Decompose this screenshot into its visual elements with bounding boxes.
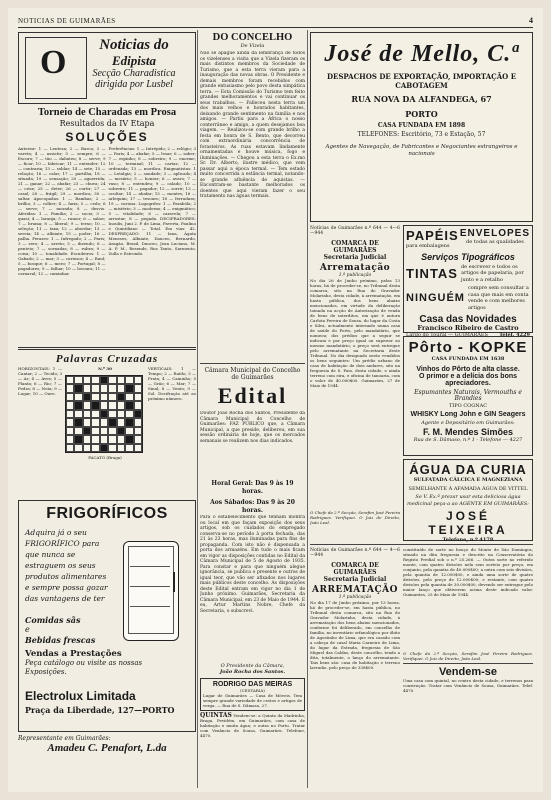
- crossword-cell: [66, 418, 74, 426]
- crossword-cell: [100, 435, 108, 443]
- crossword-cell: [66, 444, 74, 452]
- column-divider: [197, 30, 198, 788]
- resultados-heading: Resultados da IV Etapa: [59, 119, 155, 128]
- frigorificos-ad: [18, 500, 196, 732]
- do-concelho-heading: DO CONCELHO: [212, 32, 293, 43]
- crossword-cell: [74, 393, 82, 401]
- crossword-cell: [117, 384, 125, 392]
- crossword-clues-right: VERTICAIS: 1 — Tempo; 2 — Ruído; 3 — Prata; 4 — Caminho; 5 — Grão; 6 — Mar; 7 — Sinal; 8 — Vento; 9 — Sol. Decifração até ao próximo número.: [148, 366, 196, 401]
- legal2-header: Notícias de Guimarães n.º 644 — 4—6—944: [310, 548, 400, 558]
- vizela-news-text: Não se apague ainda da lembrança de todos os vizelenses a visita que a Vizela fizeram os mais distintos membros da Sociedade de Turismo, que a esta terra vieram para a inauguração das novas obras. O Presidente e demais membros foram recebidos com grande entusiasmo pelo povo desta simpática terra. — Esta Comissão do Turismo tem feito grandes melhoramentos e vai continuar os seus trabalhos. — Falleceu nesta terra um dos mais velhos e honrados habitantes, deixando grande sentimento na família e nos amigos. — Partiu para a África o nosso conterrâneo e amigo, a quem desejamos boa viagem. — Realizou-se com grande brilho a festa em honra de S. Bento, que decorreu com extraordinária concorrência de forasteiros. As ruas estavam lindamente ornamentadas e houve música, fogo e iluminações. — Chegou a esta terra o Ex.mo Sr. Dr. Alberto, ilustre médico, que vem passar aqui a época termal. — Tem estado muito concorrida a estância termal, notando-se grande afluência de aquistas. — Encontram-se bastante melhorados os doentes que aqui vieram fazer o seu tratamento nas águas termais.: [200, 51, 305, 199]
- crossword-cell: [74, 401, 82, 409]
- edital-sign-name: João Rocha dos Santos.: [219, 669, 286, 675]
- camara-heading: Câmara Municipal do Concelho de Guimarães: [204, 367, 301, 381]
- agua-semelhante: SEMELHANTE À AFAMADA ÁGUA DE VITTEL: [408, 485, 528, 492]
- kopke-mendes: F. M. Mendes Simões: [422, 426, 514, 437]
- crossword-cell: [91, 393, 99, 401]
- frig-title: FRIGORÍFICOS: [46, 505, 168, 522]
- crossword-cell: [91, 410, 99, 418]
- crossword-cell: [66, 401, 74, 409]
- jm-address: RUA NOVA DA ALFANDEGA, 67: [351, 94, 492, 104]
- torneio-heading: Torneio de Charadas em Prosa: [37, 107, 177, 118]
- crossword-cell: [108, 393, 116, 401]
- edital-text-continued: Para o estabelecimento que tenham montra ou local em que façam exposição dos seus artigos, sob os cuidados do empregado conserva-se no período à porta fechada, das 21 às 23 horas, mas iluminadas para fins de propaganda. Com isto não é dispensada a porta dos armazéns. Em tudo o mais ficam em vigor as disposições contidas no Edital da Câmara Municipal de 5 de Agosto de 1935. Para constar e para que ninguém alegue ignorância, se publica o presente e outros de igual teor, que vão ser afixados nos lugares mais públicos deste concelho. As disposições deste Edital entram em vigor no dia 1 de Junho próximo. Guimarães, Secretaria da Câmara Municipal, em 23 de Maio de 1944. E eu, Artur Martins Nobre, Chefe da Secretaria, o subscrevi.: [200, 515, 305, 614]
- papeis-title: PAPÉIS: [406, 228, 459, 243]
- crossword-cell: [125, 444, 133, 452]
- crossword-cell: [66, 435, 74, 443]
- quintas-text: Vendem-se: a Quinta da Madrinha, Braga, Pevidém, em Guimarães, com casa de habitação e muita água; e outra no Porto. Tratar com Venâncio de Sousa, Guimarães. Telefone, 4470.: [200, 713, 305, 738]
- crossword-cell: [83, 410, 91, 418]
- crossword-cell: [108, 435, 116, 443]
- crossword-cell: [108, 427, 116, 435]
- legal1-header: Notícias de Guimarães n.º 644 — 4—6—944: [310, 226, 400, 236]
- rm-text: Lugar de Guimarães — Casa de Móveis. Tem sempre grande variedade de cestos e artigos de verga. — Rua de S. Dâmaso, 27.: [203, 693, 302, 708]
- crossword-cell: [66, 410, 74, 418]
- crossword-cell: [134, 427, 142, 435]
- kopke-founded: CASA FUNDADA EM 1638: [431, 356, 505, 362]
- crossword-cell: [108, 418, 116, 426]
- noticias-edipista-box: [18, 32, 196, 104]
- crossword-cell: [125, 393, 133, 401]
- crossword-cell: [134, 410, 142, 418]
- crossword-cell: [125, 401, 133, 409]
- jose-mello-ad: [310, 32, 533, 222]
- crossword-cell: [74, 427, 82, 435]
- legal2-comarca: COMARCA DE GUIMARÃES: [331, 562, 379, 576]
- crossword-cell: [117, 401, 125, 409]
- column-concelho: [200, 30, 305, 790]
- legal2-secretaria: Secretaria Judicial: [323, 576, 387, 583]
- kopke-address: Rua de S. Dâmaso, n.º 1 - Telefone — 4227: [413, 436, 523, 443]
- do-concelho-sub: De Vizela: [240, 43, 265, 49]
- crossword-cell: [134, 418, 142, 426]
- ninguem-sub: compre sem consultar a casa que mais em conta vende e com melhores artigos: [467, 285, 529, 311]
- solucoes-heading: SOLUÇÕES: [65, 130, 149, 144]
- crossword-cell: [125, 384, 133, 392]
- crossword-cell: [91, 401, 99, 409]
- crossword-cell: [74, 384, 82, 392]
- section-title-line3: Secção Charadistica: [92, 68, 176, 79]
- legal2-text-continued: constituído de sorte no bouço do Monte de São Domingos, situado na dita freguesia e descrito na Conservatória do Registo Predial sob o n.º 25.266. — Outra sorte no referido monte, com quatro divisões nela sem sorteio por preço, em conjunto, pela quantia de 40.000$00; a outra com seis divisões, pela quantia de 12.000$00, e ainda uma sorte de quatro divisões, pelo preço de 12.000$00; e restante, com quatro divisões pela quantia de 30.000$00, devendo ser entregue pelo maior lanço que obtiverem acima deste indicado valor. Guimarães, 25 de Maio de 1944.: [403, 547, 533, 597]
- crossword-cell: [74, 435, 82, 443]
- legal1-comarca: COMARCA DE GUIMARÃES: [331, 240, 379, 254]
- header-title: NOTICIAS DE GUIMARÃES: [18, 17, 116, 25]
- legal2-text: No dia 17 de Junho próximo, por 13 horas, há de proceder-se, em hasta pública, no Tribunal desta comarca, sito na Rua do Gravador Molarinho, desta cidade, à arrematação dos bens abaixo mencionados, conforme foi deliberado, em conselho de família, no inventário orfanológico por óbito de Agostinho de Lima, que era casado com a cabeça de casal Maria Carneiro de Lima, do lugar da Estrada, freguesia de São Miguel das Caldas, deste concelho, tendo a dita, totalmente, o lanço do arrematante. Tais bens são: casa de habitação e terreno lavradio, pelo preço de 338$00.: [310, 600, 400, 670]
- horario-geral: Horal Geral: Das 9 às 19 horas.: [211, 480, 294, 495]
- crossword-cell: [125, 435, 133, 443]
- frig-bebidas: Bebidas frescas: [25, 635, 96, 645]
- kopke-agente: Agente e Depositário em Guimarães:: [421, 420, 515, 426]
- crossword-cell: [117, 410, 125, 418]
- agua-title: ÁGUA DA CURIA: [409, 462, 527, 477]
- jm-founded: CASA FUNDADA EM 1898: [377, 122, 466, 129]
- crossword-cell: [100, 410, 108, 418]
- jm-despachos: DESPACHOS DE EXPORTAÇÃO, IMPORTAÇÃO E CABOTAGEM: [326, 72, 517, 90]
- edital-title: Edital: [217, 383, 288, 408]
- vendem-heading: Vendem-se: [438, 666, 498, 678]
- column-ads: [310, 30, 533, 790]
- crossword-cell: [91, 376, 99, 384]
- crossword-cell: [117, 376, 125, 384]
- crossword-cell: [108, 401, 116, 409]
- crossword-cell: [100, 418, 108, 426]
- crossword-cell: [108, 376, 116, 384]
- crossword-cell: [83, 418, 91, 426]
- frig-e: e: [25, 625, 30, 634]
- initial-letter: O: [40, 44, 67, 81]
- crossword-cell: [91, 435, 99, 443]
- rm-sub: (CESTARIA): [240, 688, 265, 693]
- frig-prestacoes: Vendas a Prestações: [25, 649, 122, 659]
- page-number: 4: [529, 16, 533, 25]
- agua-sub: SULFATADA CÁLCICA E MAGNEZIANA: [413, 477, 523, 483]
- edital-text: Doutor João Rocha dos Santos, Presidente da Câmara Municipal do Concelho de Guimarães: FAZ PÚBLICO que, a Câmara Municipal, a que preside, deliberou, em sua sessão ordinária de hoje, que os mercados semanais se realizem nos dias indicados.: [200, 411, 305, 444]
- crossword-cell: [100, 401, 108, 409]
- crossword-cell: [125, 376, 133, 384]
- agua-prezar: Se V. Ex.ª prezar usar esta deliciosa água medicinal peça-a ao AGENTE EM GUIMARÃES:: [407, 494, 529, 507]
- agua-phone: Telefone, n.º 4178: [442, 537, 494, 543]
- crossword-cell: [91, 384, 99, 392]
- crossword-cell: [91, 444, 99, 452]
- crossword-cell: [134, 384, 142, 392]
- crossword-cell: [125, 427, 133, 435]
- column-charadas: [18, 30, 196, 790]
- tintas-title: TINTAS: [406, 265, 458, 281]
- vendem-text: Uma casa com quintal, no centro desta cidade, e terrenos para construção. Tratar com Venâncio de Sousa, Guimarães. Telef. 4470.: [403, 678, 533, 693]
- legal2-arrematacao: ARREMATAÇÃO: [312, 585, 398, 595]
- rm-title: RODRIGO DAS MEIRAS: [212, 681, 293, 688]
- papeis-sub: para embalagens: [406, 243, 450, 249]
- kopke-vinhos: Vinhos do Pôrto de alta classe.: [416, 365, 520, 373]
- crossword-author: PACATO (Braga): [88, 455, 122, 460]
- crossword-cell: [117, 393, 125, 401]
- francisco-castro: Francisco Ribeiro de Castro: [417, 324, 519, 332]
- crossword-cell: [117, 435, 125, 443]
- crossword-cell: [108, 444, 116, 452]
- edital-sign-title: O Presidente da Câmara,: [220, 663, 285, 669]
- newspaper-page: [8, 8, 543, 792]
- legal1-sign: O Chefe da 2.ª Secção, Serafim José Pereira Rodrigues. Verifiquei. O Juiz de Direito, João Leal.: [310, 510, 400, 525]
- section-title-line2: Edipista: [111, 53, 157, 68]
- crossword-cell: [100, 427, 108, 435]
- representante-label: Representante em Guimarães:: [18, 735, 111, 742]
- fridge-illustration: [123, 541, 179, 641]
- quintas-heading: QUINTAS: [200, 712, 232, 719]
- crossword-cell: [134, 376, 142, 384]
- legal1-publicacao: 1.ª publicação: [338, 273, 372, 278]
- crossword-cell: [83, 401, 91, 409]
- crossword-cell: [125, 410, 133, 418]
- agua-curia-ad: [403, 459, 533, 541]
- crossword-cell: [83, 444, 91, 452]
- crossword-cell: [91, 427, 99, 435]
- crossword-cell: [134, 401, 142, 409]
- page-header: [18, 14, 533, 28]
- ninguem-title: NINGUÉM: [406, 292, 465, 304]
- jm-agents: Agentes de Navegação, de Fabricantes e Negociantes estrangeiros e nacionais: [325, 144, 518, 157]
- crossword-cell: [74, 410, 82, 418]
- solucoes-text-right: Preferências: 1 — Intrépido; 2 — relógio; 3 — Paris; 4 — abafar; 5 — lesar; 6 — saber; 7 — espinho; 8 — sobreiro; 9 — enorme; 10 — terminal; 11 — cartaz; 12 — ordenada; 13 — mordica. Enigmatistas: 1 — Letalgia; 2 — saudade; 3 — aplicado; 4 — mesário; 5 — honrar; 6 — avaro; 7 — vaso; 8 — entendeu; 9 — calado; 10 — sobreiro; 11 — pagador; 12 — sorrir; 13 — ocultar; 14 — abafar; 15 — montes; 16 — arlequim; 17 — tesouro; 18 — ferradura; 19 — curiosa. Logogrifos: 1 — Parabóla; 2 — mistério; 3 — moderno; 4 — enigmático; 5 — vitalidade; 6 — caravela; 7 — arrostar; 8 — pegada. DECIFRADORES: Inoulis, Juni 2. P. de Lima, Faverta, Paulino e Quintiliano — Total. Em vias: 42. DESPREÇADO: 11 — Iana, Ágata Meneses, Alfaiate, Dauceo, Bernardo, Aragão, Brasil, Dauceo, Jean Luciano, M. A. P. M., Resende, Rus Tanto, Sarmento, Zulla e Estrondo.: [108, 146, 196, 256]
- crossword-cell: [83, 384, 91, 392]
- crossword-cell: [83, 427, 91, 435]
- legal1-secretaria: Secretaria Judicial: [323, 254, 387, 261]
- crossword-cell: [83, 376, 91, 384]
- kopke-espumantes: Espumantes Naturais, Vermouths e Brandies: [414, 388, 522, 402]
- crossword-grid: [65, 375, 143, 453]
- agua-jose: JOSÉ TEIXEIRA: [428, 509, 508, 537]
- kopke-primor: O primor e a delícia dos bons apreciadores.: [418, 372, 518, 387]
- servicos-tipograficos: Serviços Tipográficos: [421, 251, 515, 262]
- crossword-cell: [66, 393, 74, 401]
- crossword-cell: [134, 393, 142, 401]
- crossword-cell: [83, 393, 91, 401]
- crossword-cell: [100, 376, 108, 384]
- electrolux-brand: Electrolux Limitada: [25, 689, 136, 703]
- crossword-cell: [66, 376, 74, 384]
- kopke-tipo: TIPO COGNAC: [448, 402, 488, 409]
- solucoes-text-left: Anterior: 1 — Lenteza; 2 — Barca; 3 — vareta; 4 — assistir; 5 — sempre; 6 — Escuro; 7 — tão — dabateu; 8 — serve; 9 — ficar; 10 — fabricar; 11 — entender; 12 — contraria; 13 — soldar; 14 — sete; 15 — relação; 16 — calar; 17 — partilha; 18 — situada; 19 — sensação; 20 — aguerrida; 21 — ganar; 22 — abafar; 23 — chuva; 24 — crise; 25 — deter; 26 — curtir; 27 — casal; 28 — frágil; 29 — mordica; 30 — saltar. Apocopadas: 1 — Bambas; 2 — brilho; 3 — colher; 4 — faria; 5 — cedo; 6 — serve; 7 — morada; 8 — desvio. Aferidas: 1 — Família; 2 — socio; 3 — quasi; 4 — laranja; 5 — rumor; 6 — sabor; 7 — bruma; 8 — liberal; 9 — terno; 10 — seleção; 11 — taxa; 12 — abordar; 13 — sereia; 14 — alfaiate; 15 — poder; 16 — palha. Ferazes: 1 — Infregado; 2 — Paris; 3 — zero; 4 — arreto; 5 — dizendo; 6 — penteio; 7 — sornadas; 8 — rubra; 9 — coisa; 10 — tonalidade. Escudeiros: 1 — Gabado; 2 — mar; 3 — curiosos; 4 — Raul; 5 — bosque; 6 — mero; 7 — Portugal; 8 — pagadores; 9 — falhar; 10 — lavoura; 11 — carnaval; 12 — caminhar.: [18, 146, 106, 276]
- legal2-publicacao: 1.ª publicação: [338, 595, 372, 600]
- crossword-number: N.º 30: [98, 366, 112, 371]
- representante-name: Amadeu C. Penafort, L.da: [47, 742, 167, 754]
- section-title-line1: Noticias do: [99, 37, 169, 53]
- tintas-sub: de escrever e todos os artigos de papelaria, por junto e a retalho: [460, 263, 524, 283]
- crossword-cell: [108, 410, 116, 418]
- crossword-cell: [74, 418, 82, 426]
- papeis-ad: [403, 225, 533, 338]
- palavras-cruzadas-heading: Palavras Cruzadas: [55, 353, 159, 365]
- crossword-cell: [74, 376, 82, 384]
- crossword-cell: [100, 393, 108, 401]
- crossword-cell: [117, 427, 125, 435]
- jm-title: José de Mello, C.ª: [324, 41, 519, 67]
- legal1-text: No dia 26 de Junho próximo, pelas 13 horas, há de proceder-se, no Tribunal desta comarca, sito na Rua do Gravador Molarinho, desta cidade, à arrematação, em hasta pública, dos bens abaixo mencionados, em virtude da deliberação tomada na acção de Autorização de venda de bens de interditos, em que é autora Carlota Pereira de Sousa, do lugar da Costa e Silva, actualmente internado numa casa de saúde do Porto, pelo mandatário, que nomeou; dos prédios que a seguir se indicam e por preço igual ou superior ao mesmo mandatário; o preço será entregue pelo arrematante na Secretaria deste Tribunal. No dia designado serão vendidos os bens seguintes: Um prédio urbano de casa de habitação de dois andares, sito na freguesia de S. Paio, desta cidade, e ainda terreno com eira, e oficina de tanoaria, com o valor de 40.000$00. Guimarães, 27 de Maio de 1944.: [310, 278, 400, 388]
- envelopes-sub: de todas as qualidades: [466, 239, 524, 245]
- crossword-cell: [100, 384, 108, 392]
- crossword-cell: [125, 418, 133, 426]
- crossword-cell: [108, 384, 116, 392]
- electrolux-address: Praça da Liberdade, 127—PORTO: [25, 705, 175, 715]
- jm-city: PORTO: [405, 109, 438, 119]
- frig-catalogo: Peça catálogo ou visite as nossas Exposições.: [25, 659, 143, 676]
- crossword-cell: [134, 435, 142, 443]
- column-divider: [307, 30, 308, 788]
- casa-novidades: Casa das Novidades: [419, 314, 517, 325]
- crossword-cell: [117, 444, 125, 452]
- toural-phone: Telef. 4229: [499, 331, 530, 338]
- legal1-arrematacao: Arrematação: [319, 263, 391, 273]
- jm-phones: TELEFONES: Escritório, 73 e Estação, 57: [357, 131, 486, 138]
- crossword-cell: [83, 435, 91, 443]
- crossword-cell: [74, 444, 82, 452]
- legal2-sign: O Chefe da 2.ª Secção, Serafim José Pereira Rodrigues. Verifiquei. O Juiz de Direito, João Leal.: [403, 651, 533, 661]
- section-title-line4: dirigida por Lusbel: [95, 79, 173, 90]
- crossword-cell: [100, 444, 108, 452]
- crossword-cell: [66, 427, 74, 435]
- kopke-title: Pôrto - KOPKE: [408, 339, 528, 356]
- kopke-ad: [403, 336, 533, 456]
- crossword-cell: [134, 444, 142, 452]
- kopke-whisky: WHISKY Long John e GIN Seagers: [410, 411, 526, 418]
- crossword-cell: [66, 384, 74, 392]
- crossword-cell: [91, 418, 99, 426]
- frig-body: Adquira já o seu FRIGORÍFICO para que nunca se estraguem os seus produtos alimentares e sempre possa gozar das vantagens de ter: [25, 528, 108, 603]
- toural-address: Largo do Toural — GUIMARÃES: [406, 331, 488, 338]
- crossword-clues-left: HORIZONTAIS: 1 — Cantar; 2 — Tecido; 3 — Ar; 4 — Aves; 5 — Planta; 6 — Rio; 7 — Pedra; 8 — Nota; 9 — Lugar; 10 — Ouro.: [18, 366, 62, 396]
- crossword-cell: [117, 418, 125, 426]
- rodrigo-meiras-ad: [200, 678, 305, 711]
- envelopes-title: ENVELOPES: [459, 228, 530, 239]
- horario-sabados: Aos Sábados: Das 9 às 20 horas.: [210, 499, 295, 514]
- frig-comidas: Comidas sãs: [25, 615, 81, 625]
